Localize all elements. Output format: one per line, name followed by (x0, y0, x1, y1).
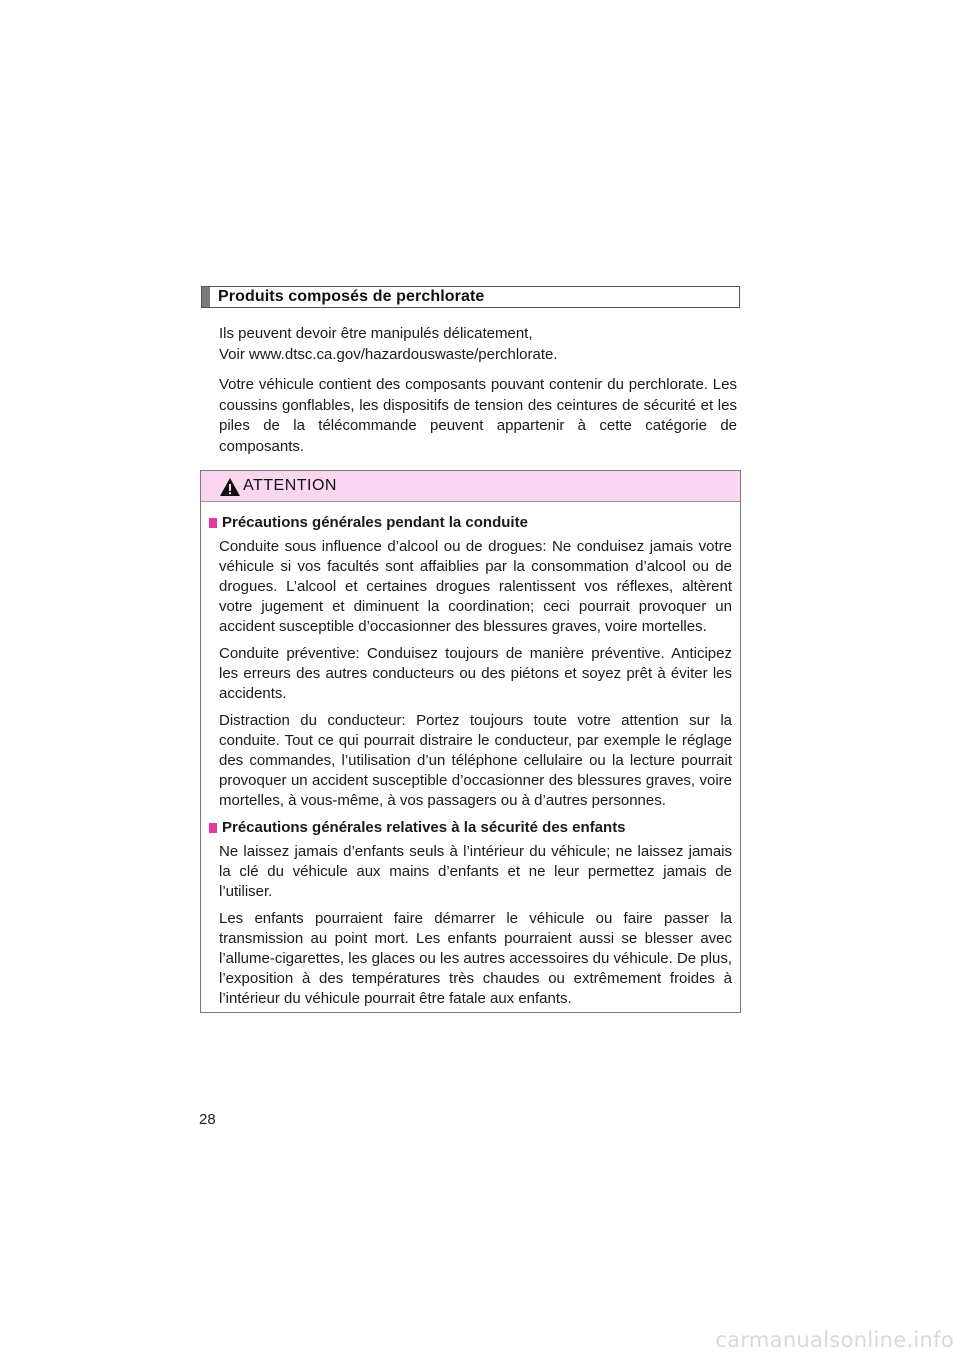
attention-header (201, 471, 740, 502)
attention-label: ATTENTION (243, 477, 337, 494)
square-bullet-icon (209, 518, 217, 528)
subsection-title-children (209, 818, 732, 838)
page-number: 28 (199, 1111, 216, 1128)
subsection-title-text: Précautions générales pendant la conduite (222, 514, 528, 531)
attention-body (201, 502, 740, 1009)
section-title: Produits composés de perchlorate (218, 288, 485, 305)
warning-triangle-icon (219, 477, 241, 497)
section-header (201, 286, 740, 308)
subsection-title-driving (209, 513, 732, 533)
intro-line-2: Voir www.dtsc.ca.gov/hazardouswaste/perchlorate. (219, 345, 558, 363)
intro-paragraph-1 (219, 324, 737, 365)
attention-paragraph: Distraction du conducteur: Portez toujours toute votre attention sur la conduite. Tout ce qui pourrait distraire le conducteur, par exemple le réglage des commandes, l’utilisation d’un téléphone cellulaire ou la lecture pourrait provoquer un accident susceptible d’occasionner des blessures graves, voire mortelles, à vous-même, à vos passagers ou à d’autres personnes. (219, 712, 732, 809)
section-header-bar (202, 287, 210, 307)
intro-text (219, 324, 737, 467)
attention-paragraph: Conduite sous influence d’alcool ou de drogues: Ne conduisez jamais votre véhicule si vos facultés sont affaiblies par la consommation d’alcool ou de drogues. L’alcool et certaines drogues ralentissent vos réflexes, altèrent votre jugement et diminuent la coordination; ceci pourrait provoquer un accident susceptible d’occasionner des blessures graves, voire mortelles. (219, 538, 732, 635)
attention-box (200, 470, 741, 1013)
intro-line-1: Ils peuvent devoir être manipulés délicatement, (219, 325, 533, 342)
subsection-title-text: Précautions générales relatives à la sécurité des enfants (222, 819, 626, 836)
attention-paragraph: Les enfants pourraient faire démarrer le véhicule ou faire passer la transmission au point mort. Les enfants pourraient aussi se blesser avec l’allume-cigarettes, les glaces ou les autres accessoires du véhicule. De plus, l’exposition à des températures très chaudes ou extrêmement froides à l’intérieur du véhicule pourrait être fatale aux enfants. (219, 910, 732, 1007)
intro-paragraph-2: Votre véhicule contient des composants pouvant contenir du perchlorate. Les coussins gonflables, les dispositifs de tension des ceintures de sécurité et les piles de la télécommande peuvent appartenir à cette catégorie de composants. (219, 376, 737, 455)
attention-paragraph: Ne laissez jamais d’enfants seuls à l’intérieur du véhicule; ne laissez jamais la clé du véhicule aux mains d’enfants et ne leur permettez jamais de l’utiliser. (219, 843, 732, 900)
watermark: carmanualsonline.info (715, 1328, 954, 1352)
attention-paragraph: Conduite préventive: Conduisez toujours de manière préventive. Anticipez les erreurs des autres conducteurs ou des piétons et soyez prêt à éviter les accidents. (219, 645, 732, 702)
square-bullet-icon (209, 823, 217, 833)
